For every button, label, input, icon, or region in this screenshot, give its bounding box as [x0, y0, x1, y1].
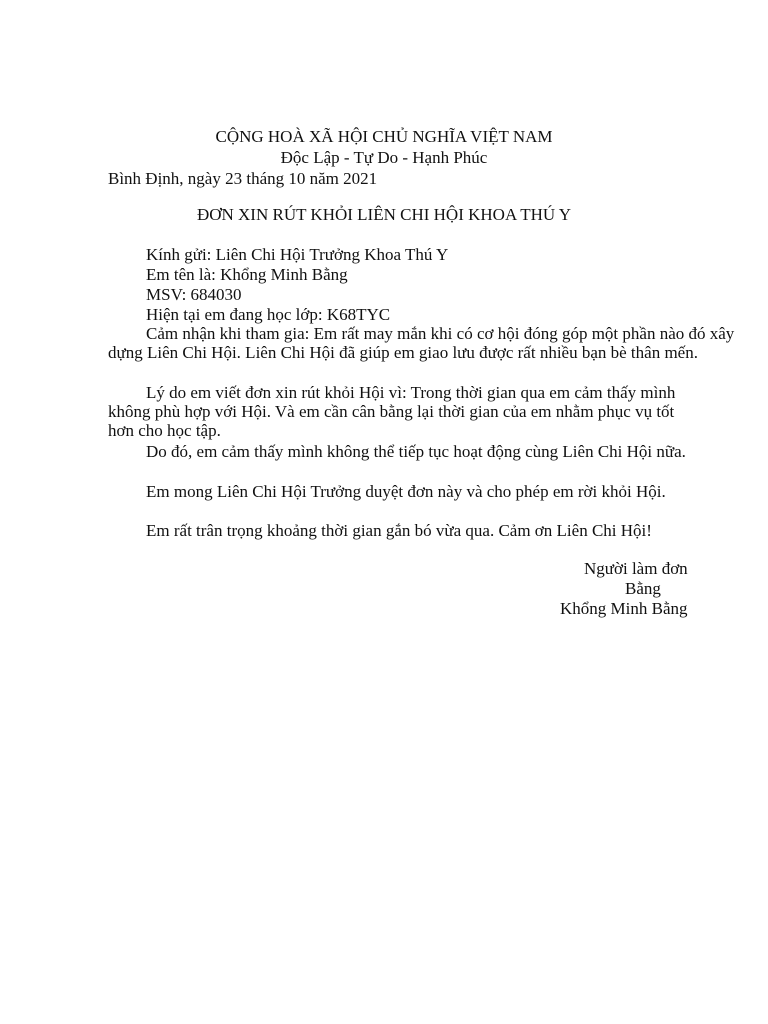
signature-full-name: Khổng Minh Bằng — [560, 599, 688, 618]
paragraph-request: Em mong Liên Chi Hội Trưởng duyệt đơn này và cho phép em rời khỏi Hội. — [146, 482, 666, 501]
student-id-line: MSV: 684030 — [146, 285, 242, 304]
paragraph-impressions: Cảm nhận khi tham gia: Em rất may mắn khi có cơ hội đóng góp một phần nào đó xây dựng Liên Chi Hội. Liên Chi Hội đã giúp em giao lưu được rất nhiều bạn bè thân mến. — [108, 324, 735, 362]
national-title: CỘNG HOÀ XÃ HỘI CHỦ NGHĨA VIỆT NAM — [215, 127, 553, 146]
name-line: Em tên là: Khổng Minh Bằng — [146, 265, 348, 284]
document-title: ĐƠN XIN RÚT KHỎI LIÊN CHI HỘI KHOA THÚ Y — [196, 205, 572, 224]
paragraph-conclusion: Do đó, em cảm thấy mình không thể tiếp tục hoạt động cùng Liên Chi Hội nữa. — [146, 442, 686, 461]
signature-label: Người làm đơn — [584, 559, 688, 578]
recipient-line: Kính gửi: Liên Chi Hội Trưởng Khoa Thú Y — [146, 245, 449, 264]
paragraph-thanks: Em rất trân trọng khoảng thời gian gắn bó vừa qua. Cảm ơn Liên Chi Hội! — [146, 521, 652, 540]
place-date: Bình Định, ngày 23 tháng 10 năm 2021 — [108, 169, 378, 188]
paragraph-reason: Lý do em viết đơn xin rút khỏi Hội vì: Trong thời gian qua em cảm thấy mình không phù hợp với Hội. Và em cần cân bằng lại thời gian của em nhằm phục vụ tốt hơn cho học tập. — [108, 383, 676, 440]
motto: Độc Lập - Tự Do - Hạnh Phúc — [280, 148, 488, 167]
signature-signed: Bằng — [625, 579, 661, 598]
class-line: Hiện tại em đang học lớp: K68TYC — [146, 305, 391, 324]
